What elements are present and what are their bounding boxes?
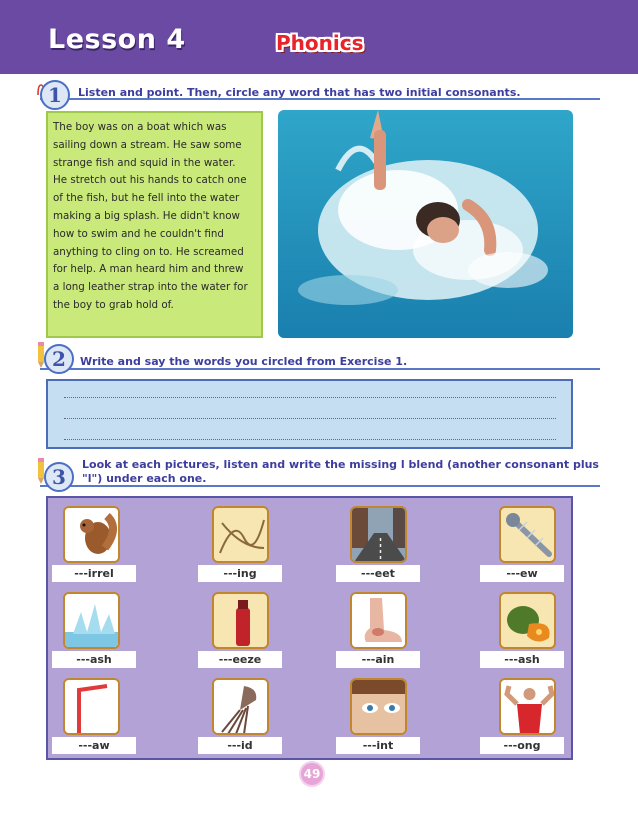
answer-writing-box[interactable] [46, 379, 573, 449]
squash-icon [499, 592, 556, 649]
blend-answer-label[interactable]: ---ash [52, 651, 136, 668]
story-line: He stretch out his hands to catch one [53, 174, 247, 187]
answer-line[interactable] [64, 397, 556, 398]
story-box [46, 111, 263, 338]
blend-answer-label[interactable]: ---id [198, 737, 282, 754]
exercise2-instruction: Write and say the words you circled from Exercise 1. [80, 355, 408, 368]
story-line: The boy was on a boat which was [53, 121, 227, 133]
street-icon [350, 506, 407, 563]
blend-answer-label[interactable]: ---ain [336, 651, 420, 668]
lesson-title: Lesson 4 [48, 24, 186, 55]
sprain-icon [350, 592, 407, 649]
blend-answer-label[interactable]: ---ash [480, 651, 564, 668]
exercise3-instruction [82, 458, 599, 486]
instruction-line: "l") under each one. [82, 472, 207, 485]
strong-icon [499, 678, 556, 735]
story-line: a long leather strap into the water for [53, 281, 248, 294]
story-text [53, 119, 256, 315]
blend-answer-label[interactable]: ---irrel [52, 565, 136, 582]
blend-answer-label[interactable]: ---eeze [198, 651, 282, 668]
blend-answer-label[interactable]: ---eet [336, 565, 420, 582]
blend-answer-label[interactable]: ---ong [480, 737, 564, 754]
squint-icon [350, 678, 407, 735]
story-line: the boy to grab hold of. [53, 298, 174, 311]
string-icon [212, 506, 269, 563]
exercise-number-badge: 3 [44, 462, 74, 492]
spray-bottle-icon [212, 592, 269, 649]
exercise-number-badge: 2 [44, 344, 74, 374]
instruction-line: Look at each pictures, listen and write the missing l blend (another consonant plus [82, 458, 599, 471]
answer-line[interactable] [64, 418, 556, 419]
screw-icon [499, 506, 556, 563]
topic-title: Phonics [276, 31, 364, 55]
story-line: sailing down a stream. He saw some [53, 138, 242, 151]
story-line: how to swim and he couldn't find [53, 227, 224, 240]
story-line: of the fish, but he fell into the water [53, 192, 240, 205]
squirrel-icon [63, 506, 120, 563]
story-line: making a big splash. He didn't know [53, 209, 240, 222]
page-header [0, 0, 638, 74]
squid-icon [212, 678, 269, 735]
blend-answer-label[interactable]: ---ing [198, 565, 282, 582]
exercise1-instruction: Listen and point. Then, circle any word that has two initial consonants. [78, 86, 521, 99]
story-line: strange fish and squid in the water. [53, 156, 236, 169]
blend-answer-label[interactable]: ---int [336, 737, 420, 754]
blend-answer-label[interactable]: ---aw [52, 737, 136, 754]
answer-line[interactable] [64, 439, 556, 440]
story-line: anything to cling on to. He screamed [53, 245, 244, 258]
story-line: for help. A man heard him and threw [53, 263, 244, 276]
picture-grid [46, 496, 573, 760]
splash-icon [63, 592, 120, 649]
exercise-number-badge: 1 [40, 80, 70, 110]
page-number: 49 [299, 761, 325, 787]
blend-answer-label[interactable]: ---ew [480, 565, 564, 582]
drowning-boy-photo [278, 110, 573, 338]
straw-icon [63, 678, 120, 735]
